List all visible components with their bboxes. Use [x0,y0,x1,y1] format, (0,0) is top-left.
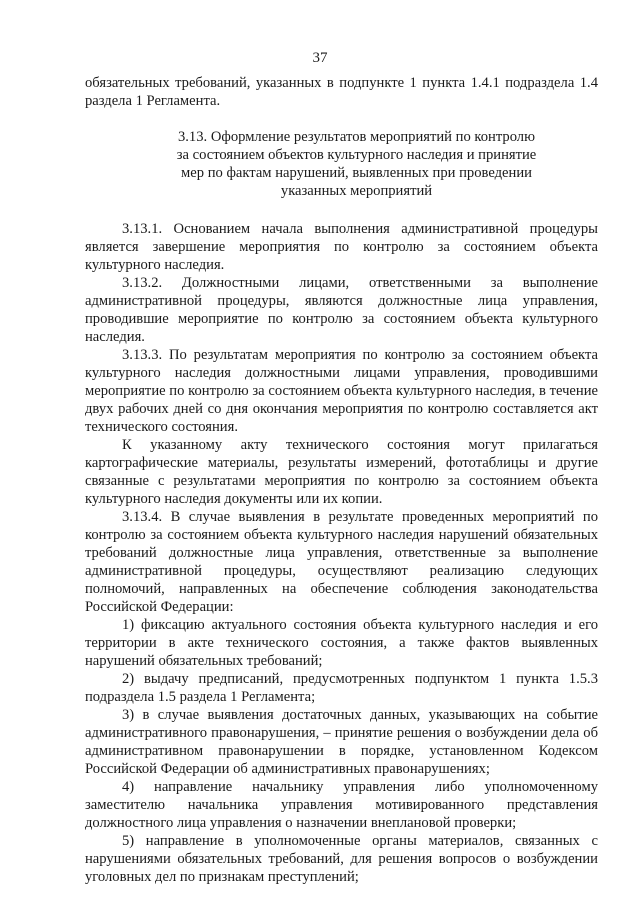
paragraph-3-13-1: 3.13.1. Основанием начала выполнения административной процедуры является завершение мероприятия по контролю за состоянием объекта культурного наследия. [85,221,598,273]
list-item-3: 3) в случае выявления достаточных данных, указывающих на событие административного правонарушения, – принятие решения о возбуждении дела об административном правонарушении в порядке, установленном Кодексом Российской Федерации об административных правонарушениях; [85,707,598,777]
intro-paragraph: обязательных требований, указанных в подпункте 1 пункта 1.4.1 подраздела 1.4 раздела 1 Регламента. [85,75,598,109]
paragraph-3-13-3: 3.13.3. По результатам мероприятия по контролю за состоянием объекта культурного наследия должностными лицами управления, проводившими мероприятие по контролю за состоянием объекта культурного наследия, в течение двух рабочих дней со дня окончания мероприятия по контролю составляется акт технического состояния. [85,347,598,435]
list-item-1: 1) фиксацию актуального состояния объекта культурного наследия и его территории в акте технического состояния, а также фактов выявленных нарушений обязательных требований; [85,617,598,669]
paragraph-3-13-4: 3.13.4. В случае выявления в результате проведенных мероприятий по контролю за состоянием объекта культурного наследия нарушений обязательных требований должностные лица управления, ответственные за выполнение административной процедуры, осуществляют реализацию следующих полномочий, направленных на обеспечение соблюдения законодательства Российской Федерации: [85,509,598,615]
section-heading [85,128,598,200]
document-body [85,74,598,886]
heading-line: за состоянием объектов культурного наследия и принятие [176,147,537,163]
list-item-5: 5) направление в уполномоченные органы материалов, связанных с нарушениями обязательных требований, для решения вопросов о возбуждении уголовных дел по признакам преступлений; [85,833,598,885]
page-number: 37 [312,50,328,66]
paragraph-attachments: К указанному акту технического состояния могут прилагаться картографические материалы, результаты измерений, фототаблицы и другие связанные с результатами мероприятия по контролю за состоянием объекта культурного наследия документы или их копии. [85,437,598,507]
heading-line: мер по фактам нарушений, выявленных при проведении [181,165,532,181]
list-item-4: 4) направление начальнику управления либо уполномоченному заместителю начальника управления мотивированного представления должностного лица управления о назначении внеплановой проверки; [85,779,598,831]
heading-line: указанных мероприятий [280,183,433,199]
list-item-2: 2) выдачу предписаний, предусмотренных подпунктом 1 пункта 1.5.3 подраздела 1.5 раздела 1 Регламента; [85,671,598,705]
paragraph-3-13-2: 3.13.2. Должностными лицами, ответственными за выполнение административной процедуры, являются должностные лица управления, проводившие мероприятие по контролю за состоянием объекта культурного наследия. [85,275,598,345]
heading-line: 3.13. Оформление результатов мероприятий по контролю [177,129,535,145]
